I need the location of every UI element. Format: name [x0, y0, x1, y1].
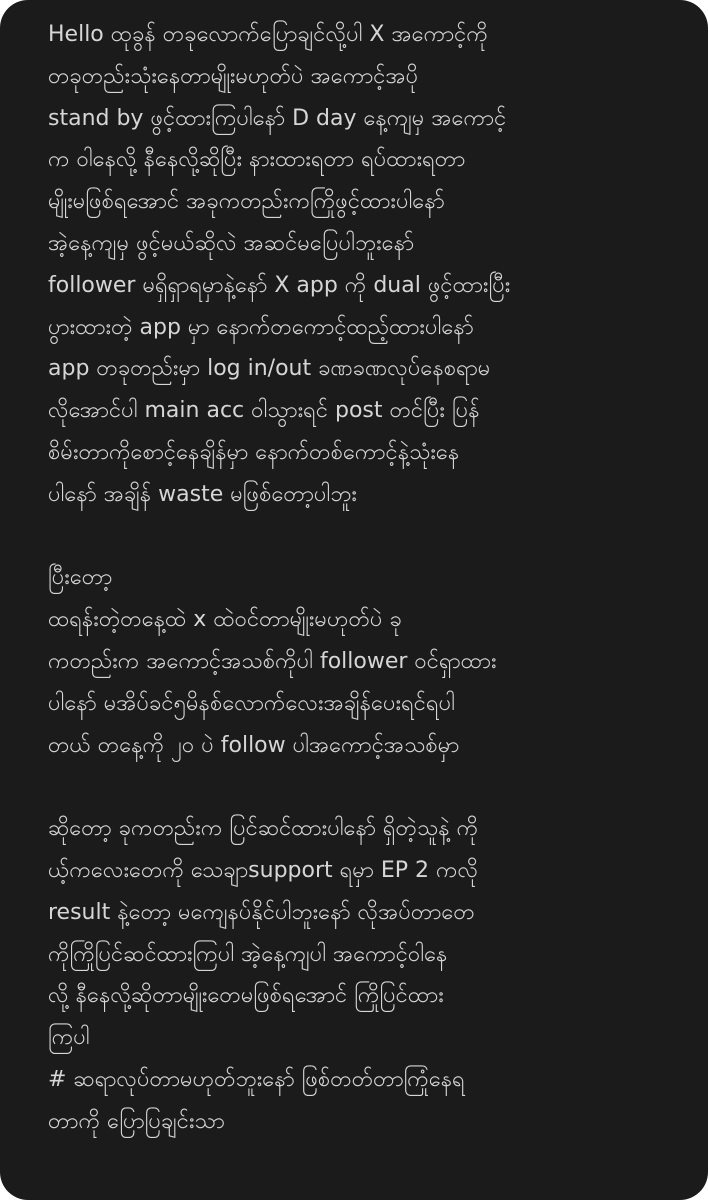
text-line: ပါနော် အချိန် waste မဖြစ်တော့ပါဘူး: [48, 481, 357, 507]
text-line: ကိုကြိုပြင်ဆင်ထားကြပါ အဲ့နေ့ကျပါ အကောင့်ဝါနေ: [48, 941, 448, 967]
text-line: တာကို ပြောပြချင်းသာ: [48, 1108, 225, 1134]
text-line: စိမ်းတာကိုစောင့်နေချိန်မှာ နောက်တစ်ကောင့်နဲ့သုံးနေ: [48, 439, 460, 465]
blank-line: [48, 766, 698, 808]
text-line: ပြီးတော့: [48, 565, 113, 591]
text-line: ကတည်းက အကောင့်အသစ်ကိုပါ follower ဝင်ရှာထား: [48, 648, 497, 674]
text-line: result နဲ့တော့ မကျေနပ်နိုင်ပါဘူးနော် လိုအပ်တာတေ: [48, 899, 475, 925]
text-line: က ဝါနေလို့ နီနေလို့ဆိုပြီး နားထားရတာ ရပ်ထားရတာ: [48, 147, 466, 173]
blank-line: [48, 516, 698, 558]
text-line: app တခုတည်းမှာ log in/out ခဏခဏလုပ်နေစရာမ: [48, 356, 491, 382]
text-line: မျိုးမဖြစ်ရအောင် အခုကတည်းကကြိုဖွင့်ထားပါနော်: [48, 189, 445, 215]
text-line: ကြပါ: [48, 1025, 90, 1051]
text-line: # ဆရာလုပ်တာမဟုတ်ဘူးနော် ဖြစ်တတ်တာကြုံနေရ: [48, 1066, 465, 1092]
text-line: stand by ဖွင့်ထားကြပါနော် D day နေ့ကျမှ အကောင့်: [48, 105, 507, 131]
text-line: တခုတည်းသုံးနေတာမျိုးမဟုတ်ပဲ အကောင့်အပို: [48, 63, 419, 89]
note-text: [48, 14, 698, 1143]
text-line: လိုအောင်ပါ main acc ဝါသွားရင် post တင်ပြီး ပြန်: [48, 398, 480, 424]
text-line: ပွားထားတဲ့ app မှာ နောက်တကောင့်ထည့်ထားပါနော်: [48, 314, 474, 340]
text-line: ထရန်းတဲ့တနေ့ထဲ x ထဲဝင်တာမျိုးမဟုတ်ပဲ ခု: [48, 607, 402, 633]
text-line: အဲ့နေ့ကျမှ ဖွင့်မယ်ဆိုလဲ အဆင်မပြေပါဘူးနော်: [48, 230, 415, 256]
text-line: ဆိုတော့ ခုကတည်းက ပြင်ဆင်ထားပါနော် ရှိတဲ့သူနဲ့ ကို: [48, 816, 479, 842]
text-line: follower မရှိရှာရမှာနဲ့နော် X app ကို dual ဖွင့်ထားပြီး: [48, 272, 511, 298]
text-line: ယ့်ကလေးတေကို သေချာsupport ရမှာ EP 2 ကလို: [48, 857, 479, 883]
text-line: ပါနော် မအိပ်ခင်၅မိနစ်လောက်လေးအချိန်ပေးရင်ရပါ: [48, 690, 455, 716]
text-line: Hello ထုခွန် တခုလောက်ပြောချင်လို့ပါ X အကောင့်ကို: [48, 22, 488, 47]
text-line: လို့ နီနေလို့ဆိုတာမျိုးတေမဖြစ်ရအောင် ကြိုပြင်ထား: [48, 983, 444, 1009]
text-line: တယ် တနေ့ကို ၂၀ ပဲ follow ပါအကောင့်အသစ်မှာ: [48, 732, 460, 758]
